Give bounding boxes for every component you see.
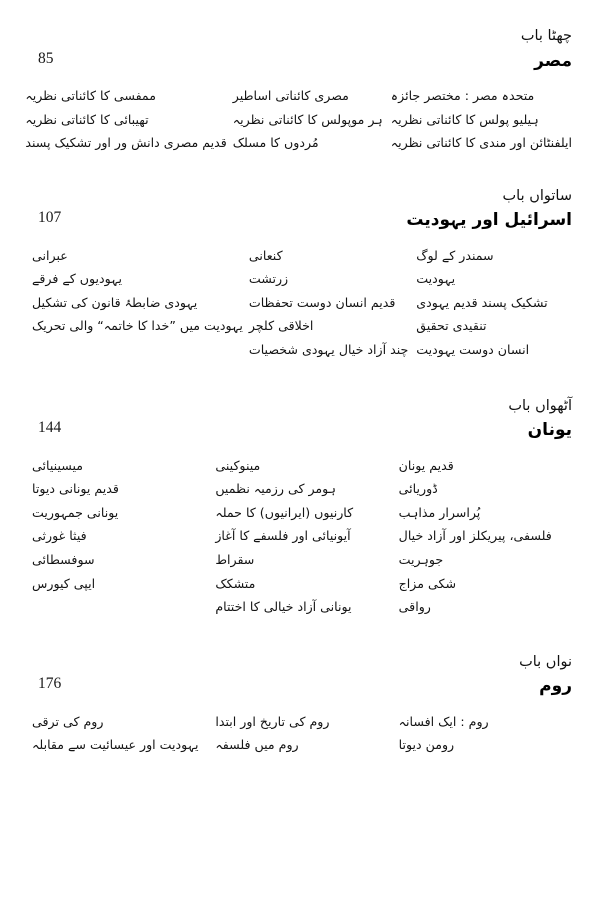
entry-column-right-9 xyxy=(391,715,572,762)
chapter-heading-6 xyxy=(28,26,572,75)
chapter-heading-8 xyxy=(28,396,572,445)
toc-entry[interactable]: جوہریت xyxy=(398,551,444,567)
toc-entry[interactable]: چند آزاد خیال یہودی شخصیات xyxy=(248,342,409,358)
chapter-section-7 xyxy=(28,186,572,367)
toc-entry[interactable]: قدیم یونانی دیوتا xyxy=(32,481,119,497)
chapter-label-9: نواں باب xyxy=(519,653,572,670)
entry-column-left-6 xyxy=(21,89,226,160)
toc-entry[interactable]: کارنیوں (ایرانیوں) کا حملہ xyxy=(215,504,354,520)
chapter-title-9: روم xyxy=(539,676,572,697)
entry-column-left-8 xyxy=(28,459,209,624)
toc-entry[interactable]: آیونیائی اور فلسفے کا آغاز xyxy=(215,528,351,544)
toc-entry[interactable]: عبرانی xyxy=(32,247,68,263)
chapter-label-7: ساتواں باب xyxy=(502,187,572,204)
toc-entry[interactable]: تھیبائی کا کائناتی نظریہ xyxy=(25,111,149,127)
toc-entry[interactable]: کنعانی xyxy=(248,247,283,263)
chapter-title-row-8 xyxy=(28,417,572,444)
heading-spacer xyxy=(28,235,572,243)
toc-entry[interactable]: مُردوں کا مسلک xyxy=(232,135,319,151)
chapter-section-6 xyxy=(25,26,572,160)
chapter-title-6: مصر xyxy=(534,50,572,71)
toc-entry[interactable]: مینوکینی xyxy=(215,457,261,473)
toc-entry[interactable]: پُراسرار مذاہب xyxy=(398,504,481,520)
entry-column-middle-6 xyxy=(227,89,383,160)
toc-entry[interactable]: یونانی آزاد خیالی کا اختتام xyxy=(215,599,352,615)
toc-entry[interactable]: روم میں فلسفہ xyxy=(215,737,299,753)
toc-entry[interactable]: روم کی ترقی xyxy=(32,713,104,729)
toc-entry[interactable]: رواقی xyxy=(398,599,431,615)
heading-spacer xyxy=(28,75,572,83)
toc-entry[interactable]: قدیم مصری دانش ور اور تشکیک پسند xyxy=(25,135,227,151)
chapter-title-row-9 xyxy=(28,673,572,700)
toc-entry[interactable]: ایپی کیورس xyxy=(32,575,96,591)
toc-entry[interactable]: متشکک xyxy=(215,575,256,591)
toc-entry[interactable]: قدیم یونان xyxy=(398,457,454,473)
chapter-page-number-7: 107 xyxy=(38,209,62,227)
chapter-label-8: آٹھواں باب xyxy=(508,397,572,414)
entry-column-left-9 xyxy=(28,715,209,762)
chapter-page-number-9: 176 xyxy=(38,675,62,693)
chapter-section-8 xyxy=(28,396,572,624)
chapter-section-9 xyxy=(28,652,572,762)
toc-entry[interactable]: ممفسی کا کائناتی نظریہ xyxy=(25,87,156,103)
chapter-entries-8 xyxy=(28,459,572,624)
toc-entry[interactable]: قدیم انسان دوست تحفظات xyxy=(248,294,396,310)
toc-entry[interactable]: یہودیت xyxy=(416,271,456,287)
chapter-entries-6 xyxy=(25,87,572,160)
chapter-title-row-6 xyxy=(28,48,572,75)
toc-entry[interactable]: متحدہ مصر : مختصر جائزہ xyxy=(390,87,535,103)
chapter-title-7: اسرائیل اور یہودیت xyxy=(406,210,572,231)
chapter-entries-7 xyxy=(28,249,572,367)
toc-entry[interactable]: تنقیدی تحقیق xyxy=(416,318,487,334)
entry-column-right-6 xyxy=(383,89,572,160)
chapter-entries-9 xyxy=(28,715,572,762)
toc-entry[interactable]: ہر موپولس کا کائناتی نظریہ xyxy=(232,111,383,127)
entry-column-right-7 xyxy=(408,249,572,367)
toc-entry[interactable]: ہومر کی رزمیہ نظمیں xyxy=(215,481,337,497)
toc-entry[interactable]: روم : ایک افسانہ xyxy=(398,713,489,729)
toc-entry[interactable]: ہیلیو پولس کا کائناتی نظریہ xyxy=(390,111,539,127)
toc-entry[interactable]: فیثا غورثی xyxy=(32,528,87,544)
toc-entry[interactable]: یہودیوں کے فرقے xyxy=(32,271,123,287)
toc-entry[interactable]: یہودیت اور عیسائیت سے مقابلہ xyxy=(32,737,199,753)
toc-entry[interactable]: سمندر کے لوگ xyxy=(416,247,494,263)
chapter-heading-9 xyxy=(28,652,572,701)
chapter-heading-7 xyxy=(28,186,572,235)
chapter-title-row-7 xyxy=(28,207,572,234)
chapter-title-8: یونان xyxy=(527,420,572,441)
toc-entry[interactable]: سوفسطائی xyxy=(32,551,95,567)
toc-entry[interactable]: ایلفنٹائن اور مندی کا کائناتی نظریہ xyxy=(390,135,572,151)
toc-entry[interactable]: انسان دوست یہودیت xyxy=(416,342,530,358)
chapter-label-6: چھٹا باب xyxy=(520,28,572,44)
chapter-page-number-8: 144 xyxy=(38,419,62,437)
toc-entry[interactable]: فلسفی، پیریکلز اور آزاد خیال xyxy=(398,528,552,544)
toc-entry[interactable]: رومن دیوتا xyxy=(398,737,455,753)
toc-entry[interactable]: تشکیک پسند قدیم یہودی xyxy=(416,294,548,310)
toc-entry[interactable]: میسینیائی xyxy=(32,457,84,473)
entry-column-middle-7 xyxy=(243,249,408,367)
toc-entry[interactable]: یہودیت میں ”خدا کا خاتمہ“ والی تحریک xyxy=(32,318,243,334)
heading-spacer xyxy=(28,701,572,709)
toc-entry[interactable]: یہودی ضابطۂ قانون کی تشکیل xyxy=(32,294,198,310)
heading-spacer xyxy=(28,445,572,453)
entry-column-right-8 xyxy=(391,459,572,624)
toc-entry[interactable]: شکی مزاج xyxy=(398,575,457,591)
chapter-page-number-6: 85 xyxy=(38,49,54,67)
toc-entry[interactable]: روم کی تاریخ اور ابتدا xyxy=(215,713,330,729)
toc-entry[interactable]: مصری کائناتی اساطیر xyxy=(232,87,349,103)
toc-entry[interactable]: زرتشت xyxy=(248,271,289,287)
toc-entry[interactable]: یونانی جمہوریت xyxy=(32,504,119,520)
entry-column-left-7 xyxy=(28,249,243,367)
entry-column-middle-8 xyxy=(209,459,390,624)
toc-entry[interactable]: سقراط xyxy=(215,551,255,567)
entry-column-middle-9 xyxy=(209,715,390,762)
toc-entry[interactable]: ڈوریائی xyxy=(398,481,438,497)
toc-entry[interactable]: اخلاقی کلچر xyxy=(248,318,314,334)
